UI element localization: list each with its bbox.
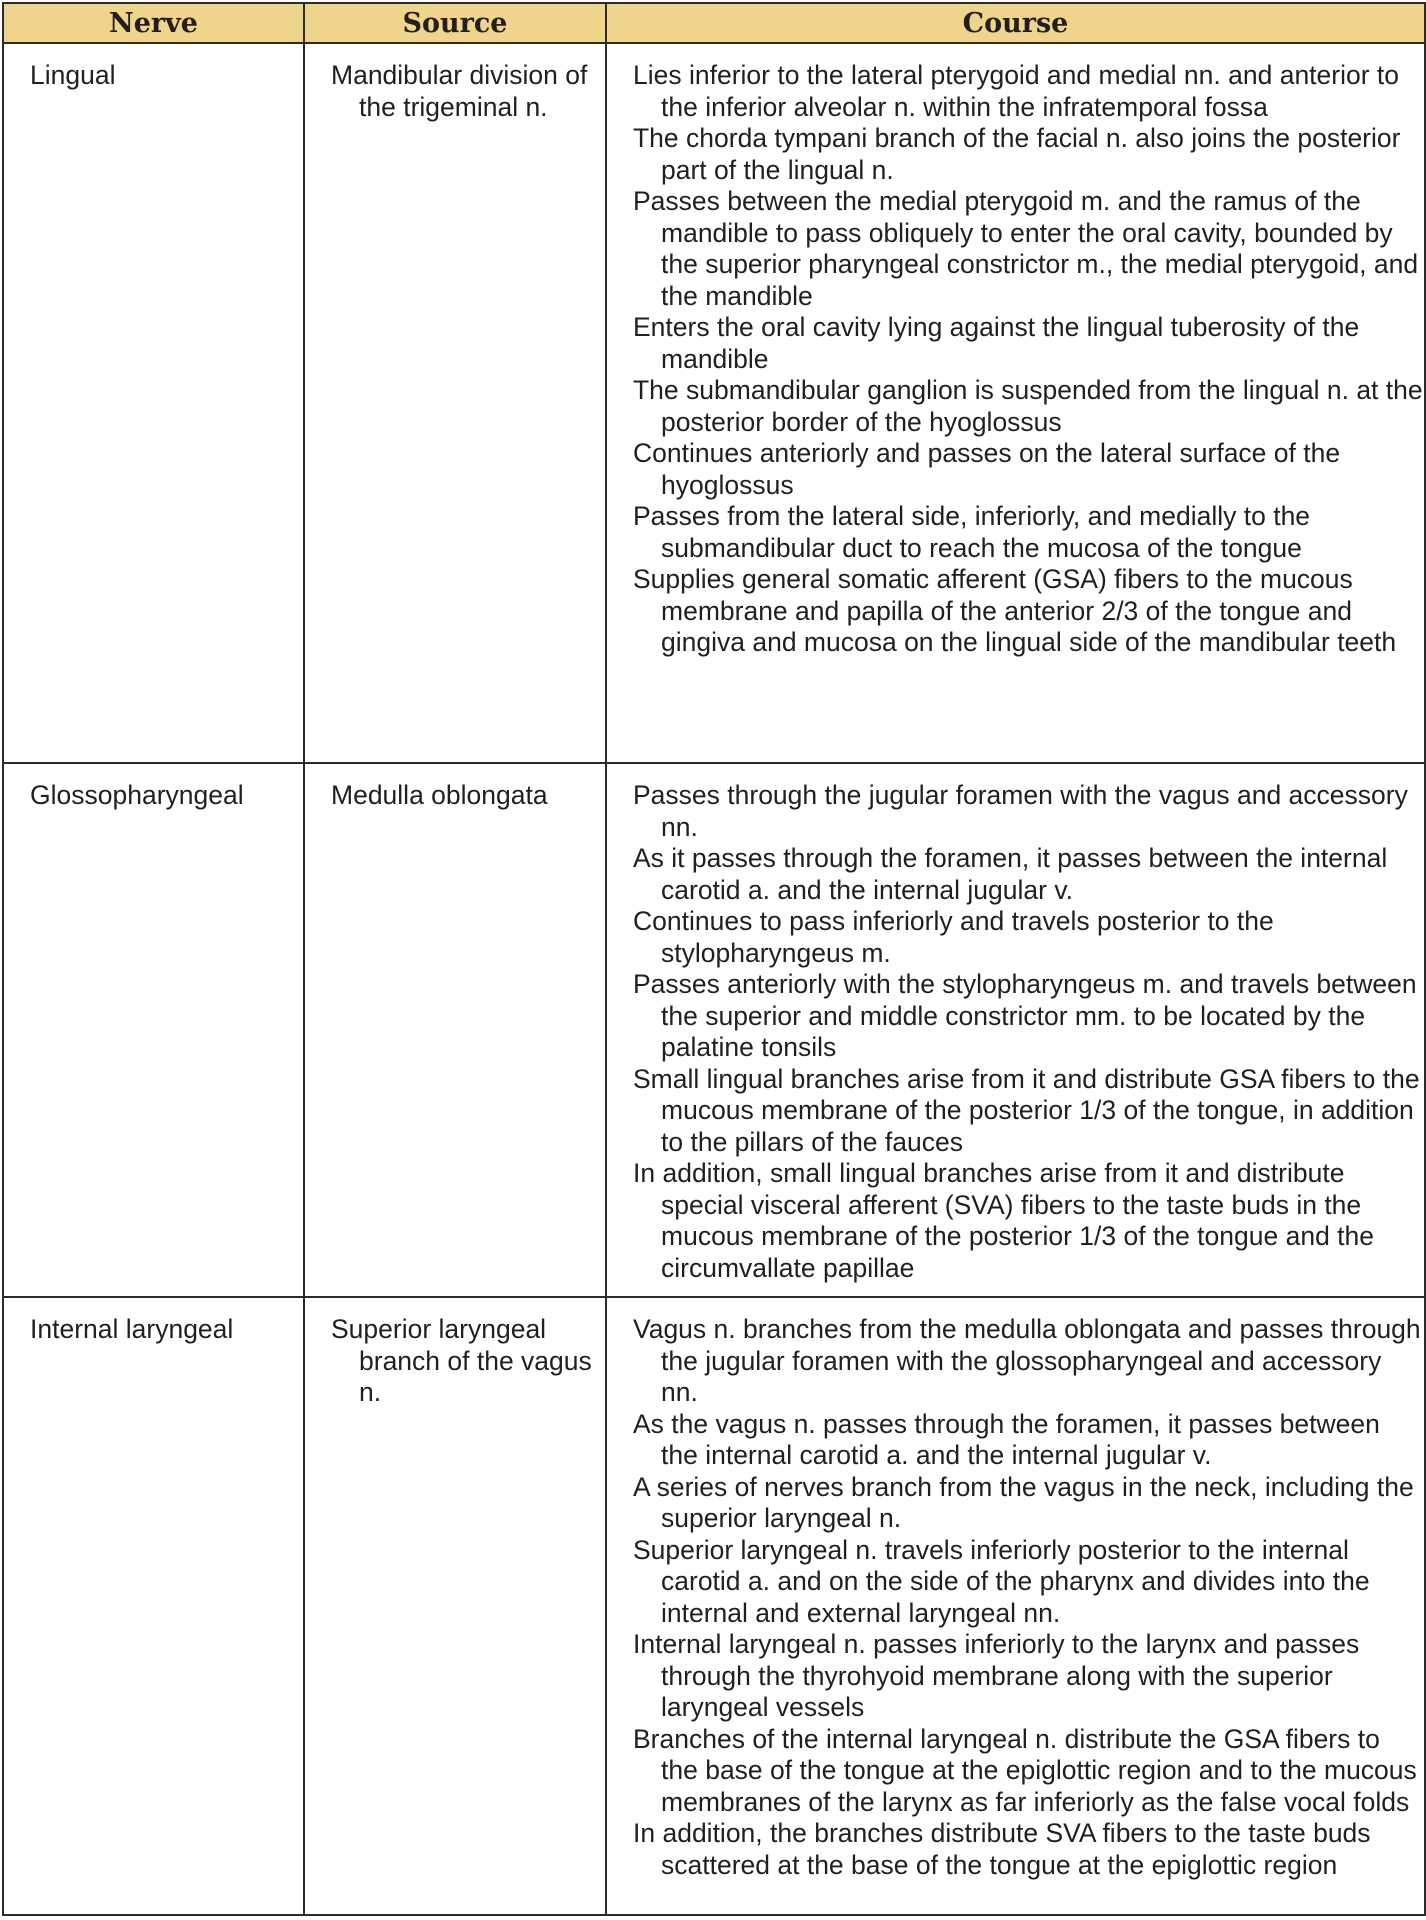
course-item: Continues anteriorly and passes on the lateral surface of the hyoglossus bbox=[633, 438, 1341, 500]
course-item: Internal laryngeal n. passes inferiorly to the larynx and passes through the thyrohyoid membrane along with the superior laryngeal vessels bbox=[633, 1629, 1360, 1722]
course-item: Lies inferior to the lateral pterygoid and medial nn. and anterior to the inferior alveolar n. within the infratemporal fossa bbox=[633, 60, 1400, 122]
header-row bbox=[3, 3, 1425, 43]
source-text: Medulla oblongata bbox=[331, 780, 548, 810]
course-item: A series of nerves branch from the vagus in the neck, including the superior laryngeal n. bbox=[633, 1471, 1414, 1533]
course-item: Passes through the jugular foramen with the vagus and accessory nn. bbox=[633, 780, 1408, 842]
course-item: The chorda tympani branch of the facial n. also joins the posterior part of the lingual n. bbox=[633, 123, 1401, 185]
course-item: As it passes through the foramen, it passes between the internal carotid a. and the internal jugular v. bbox=[633, 843, 1388, 905]
course-item: As the vagus n. passes through the foramen, it passes between the internal carotid a. and the internal jugular v. bbox=[633, 1408, 1380, 1470]
course-item: The submandibular ganglion is suspended from the lingual n. at the posterior border of the hyoglossus bbox=[633, 375, 1423, 437]
source-text: Mandibular division of the trigeminal n. bbox=[331, 60, 588, 122]
source-cell bbox=[304, 43, 606, 763]
course-cell bbox=[606, 43, 1425, 763]
course-item: In addition, small lingual branches arise from it and distribute special visceral afferent (SVA) fibers to the taste buds in the mucous membrane of the posterior 1/3 of the tongue and the circumvallate papillae bbox=[633, 1158, 1375, 1283]
table-row bbox=[3, 1297, 1425, 1915]
nerve-table bbox=[2, 2, 1426, 1916]
course-item: Continues to pass inferiorly and travels posterior to the stylopharyngeus m. bbox=[633, 906, 1274, 968]
source-cell bbox=[304, 1297, 606, 1915]
course-item: Passes from the lateral side, inferiorly, and medially to the submandibular duct to reach the mucosa of the tongue bbox=[633, 501, 1311, 563]
nerve-cell: Glossopharyngeal bbox=[3, 763, 304, 1297]
header-course: Course bbox=[606, 3, 1425, 43]
course-item: Superior laryngeal n. travels inferiorly posterior to the internal carotid a. and on the side of the pharynx and divides into the internal and external laryngeal nn. bbox=[633, 1534, 1370, 1628]
course-cell bbox=[606, 1297, 1425, 1915]
header-nerve: Nerve bbox=[3, 3, 304, 43]
nerve-cell: Internal laryngeal bbox=[3, 1297, 304, 1915]
course-item: Small lingual branches arise from it and distribute GSA fibers to the mucous membrane of the posterior 1/3 of the tongue, in addition to the pillars of the fauces bbox=[633, 1063, 1420, 1157]
course-item: In addition, the branches distribute SVA fibers to the taste buds scattered at the base of the tongue at the epiglottic region bbox=[633, 1818, 1371, 1880]
course-item: Vagus n. branches from the medulla oblongata and passes through the jugular foramen with the glossopharyngeal and accessory nn. bbox=[633, 1314, 1421, 1407]
course-item: Enters the oral cavity lying against the lingual tuberosity of the mandible bbox=[633, 312, 1360, 374]
course-item: Passes anteriorly with the stylopharyngeus m. and travels between the superior and middle constrictor mm. to be located by the palatine tonsils bbox=[633, 969, 1417, 1062]
table-row bbox=[3, 763, 1425, 1297]
course-item: Passes between the medial pterygoid m. and the ramus of the mandible to pass obliquely to enter the oral cavity, bounded by the superior pharyngeal constrictor m., the medial pterygoid, and the mandible bbox=[633, 186, 1419, 311]
course-cell bbox=[606, 763, 1425, 1297]
source-cell bbox=[304, 763, 606, 1297]
course-item: Supplies general somatic afferent (GSA) fibers to the mucous membrane and papilla of the anterior 2/3 of the tongue and gingiva and mucosa on the lingual side of the mandibular teeth bbox=[633, 564, 1397, 657]
source-text: Superior laryngeal branch of the vagus n. bbox=[331, 1314, 592, 1407]
course-item: Branches of the internal laryngeal n. distribute the GSA fibers to the base of the tongue at the epiglottic region and to the mucous membranes of the larynx as far inferiorly as the false vocal folds bbox=[633, 1723, 1417, 1817]
header-source: Source bbox=[304, 3, 606, 43]
table-row bbox=[3, 43, 1425, 763]
nerve-cell: Lingual bbox=[3, 43, 304, 763]
